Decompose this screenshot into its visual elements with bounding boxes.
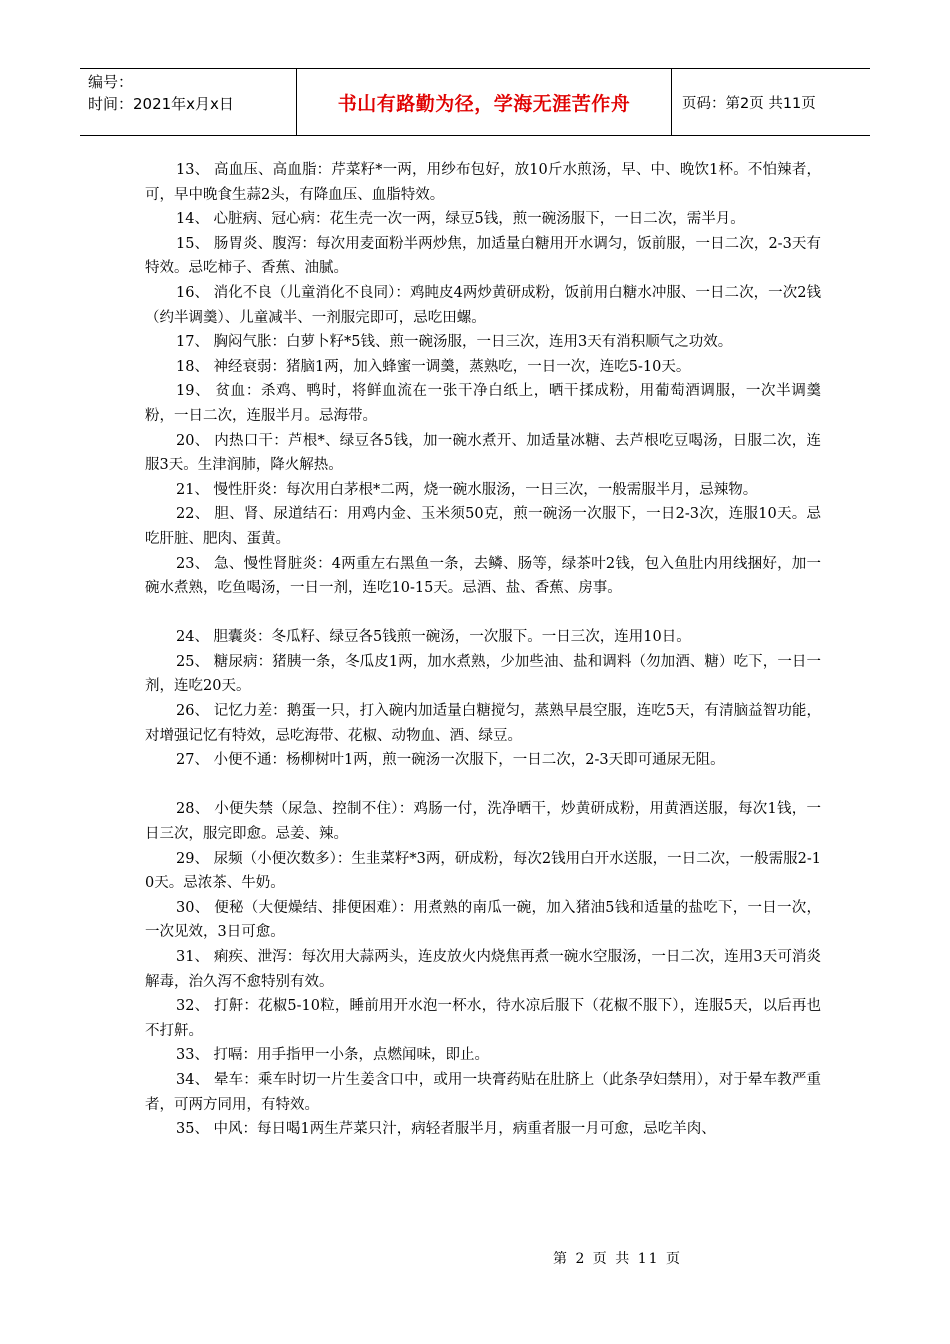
document-time-label: 时间：2021年x月x日 xyxy=(88,95,234,113)
page-footer: 第 2 页 共 11 页 xyxy=(553,1251,682,1267)
remedy-item-32: 32、 打鼾：花椒5-10粒，睡前用开水泡一杯水，待水凉后服下（花椒不服下），连服5天，以后再也不打鼾。 xyxy=(145,998,821,1039)
remedy-item-30: 30、 便秘（大便燥结、排便困难）：用煮熟的南瓜一碗，加入猪油5钱和适量的盐吃下，一日一次，一次见效，3日可愈。 xyxy=(145,899,821,941)
remedy-item-29: 29、 尿频（小便次数多）：生韭菜籽*3两，研成粉，每次2钱用白开水送服，一日二次，一般需服2-10天。忌浓茶、牛奶。 xyxy=(145,850,821,892)
header-page-number: 页码：第2页 共11页 xyxy=(682,95,816,112)
remedy-item-18: 18、 神经衰弱：猪脑1两，加入蜂蜜一调羹，蒸熟吃，一日一次，连吃5-10天。 xyxy=(176,358,691,375)
remedy-item-24: 24、 胆囊炎：冬瓜籽、绿豆各5钱煎一碗汤，一次服下。一日三次，连用10日。 xyxy=(176,629,691,646)
remedy-item-26: 26、 记忆力差：鹅蛋一只，打入碗内加适量白糖搅匀，蒸熟早晨空服，连吃5天，有清脑益智功能，对增强记忆有特效，忌吃海带、花椒、动物血、酒、绿豆。 xyxy=(145,703,821,744)
document-body xyxy=(145,158,821,1142)
header-motto: 书山有路勤为径，学海无涯苦作舟 xyxy=(297,69,672,135)
remedy-item-13: 13、 高血压、高血脂：芹菜籽*一两，用纱布包好，放10斤水煎汤，早、中、晚饮1杯。不怕辣者，可，早中晚食生蒜2头，有降血压、血脂特效。 xyxy=(145,162,821,203)
document-number-label: 编号： xyxy=(88,73,134,91)
remedy-item-23: 23、 急、慢性肾脏炎：4两重左右黑鱼一条，去鳞、肠等，绿茶叶2钱，包入鱼肚内用线捆好，加一碗水煮熟，吃鱼喝汤，一日一剂，连吃10-15天。忌酒、盐、香蕉、房事。 xyxy=(145,555,821,597)
remedy-item-16: 16、 消化不良（儿童消化不良同）：鸡盹皮4两炒黄研成粉，饭前用白糖水冲服、一日二次，一次2钱（约半调羹）、儿童减半、一剂服完即可，忌吃田螺。 xyxy=(145,284,821,326)
remedy-item-19: 19、 贫血：杀鸡、鸭时，将鲜血流在一张干净白纸上，晒干揉成粉，用葡萄酒调服，一次半调羹粉，一日二次，连服半月。忌海带。 xyxy=(145,383,821,424)
header-info-cell xyxy=(80,69,297,135)
remedy-item-35: 35、 中风：每日喝1两生芹菜只汁，病轻者服半月，病重者服一月可愈，忌吃羊肉、 xyxy=(176,1121,716,1138)
remedy-item-17: 17、 胸闷气胀：白萝卜籽*5钱、煎一碗汤服，一日三次，连用3天有消积顺气之功效。 xyxy=(176,334,733,351)
remedy-item-15: 15、 肠胃炎、腹泻：每次用麦面粉半两炒焦，加适量白糖用开水调匀，饭前服，一日二次，2-3天有特效。忌吃柿子、香蕉、油腻。 xyxy=(145,235,821,277)
remedy-item-31: 31、 痢疾、泄泻：每次用大蒜两头，连皮放火内烧焦再煮一碗水空服汤，一日二次，连用3天可消炎解毒，治久泻不愈特别有效。 xyxy=(145,949,822,990)
remedy-item-21: 21、 慢性肝炎：每次用白茅根*二两，烧一碗水服汤，一日三次，一般需服半月，忌辣物。 xyxy=(176,481,758,498)
page-header xyxy=(80,68,870,136)
remedy-item-33: 33、 打嗝：用手指甲一小条，点燃闻味，即止。 xyxy=(176,1047,490,1064)
remedy-item-34: 34、 晕车：乘车时切一片生姜含口中，或用一块膏药贴在肚脐上（此条孕妇禁用），对于晕车教严重者，可两方同用，有特效。 xyxy=(145,1071,821,1113)
remedy-item-20: 20、 内热口干：芦根*、绿豆各5钱，加一碗水煮开、加适量冰糖、去芦根吃豆喝汤，日服二次，连服3天。生津润肺，降火解热。 xyxy=(145,432,821,474)
remedy-item-25: 25、 糖尿病：猪胰一条，冬瓜皮1两，加水煮熟，少加些油、盐和调料（勿加酒、糖）吃下，一日一剂，连吃20天。 xyxy=(145,653,821,695)
remedy-item-22: 22、 胆、肾、尿道结石：用鸡内金、玉米须50克，煎一碗汤一次服下，一日2-3次，连服10天。忌吃肝脏、肥肉、蛋黄。 xyxy=(145,506,821,547)
remedy-item-27: 27、 小便不通：杨柳树叶1两，煎一碗汤一次服下，一日二次，2-3天即可通尿无阻。 xyxy=(176,752,725,769)
remedy-item-28: 28、 小便失禁（尿急、控制不住）：鸡肠一付，洗净晒干，炒黄研成粉，用黄酒送服，每次1钱，一日三次，服完即愈。忌姜、辣。 xyxy=(145,801,821,843)
remedy-item-14: 14、 心脏病、冠心病：花生壳一次一两，绿豆5钱，煎一碗汤服下，一日二次，需半月。 xyxy=(176,211,745,228)
